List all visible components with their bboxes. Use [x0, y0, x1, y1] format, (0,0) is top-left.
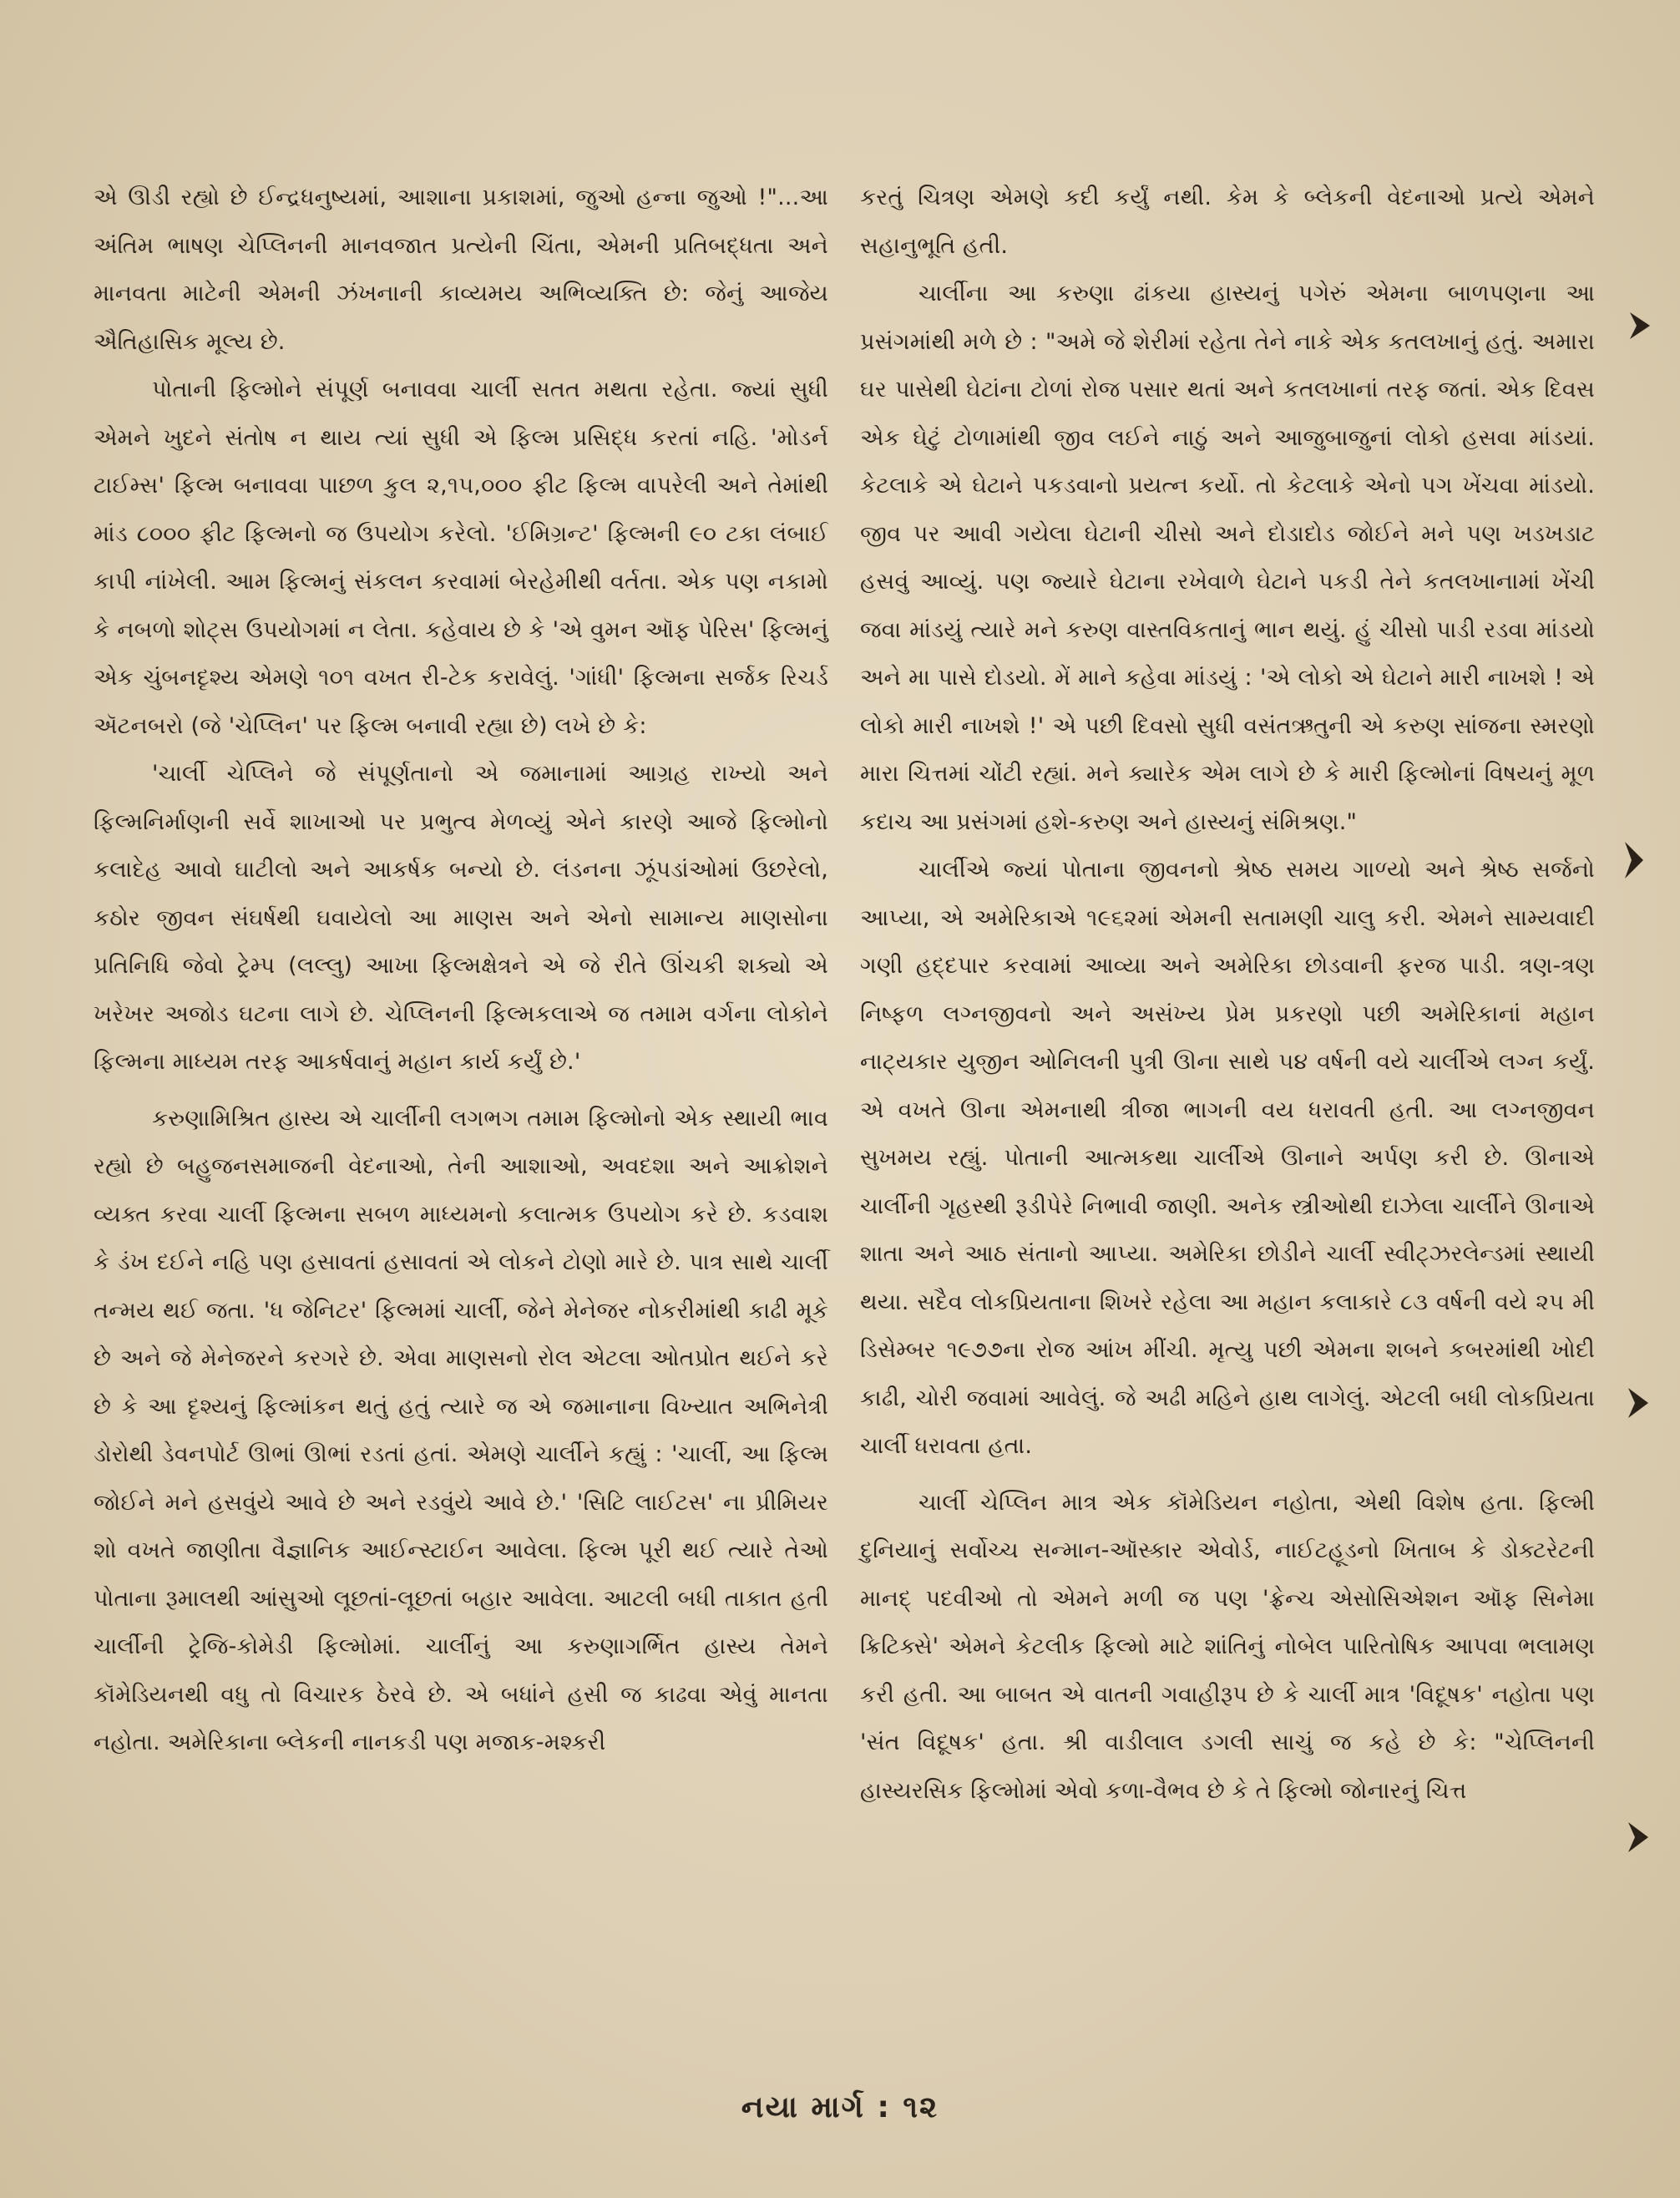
paragraph-perfectionism: પોતાની ફિલ્મોને સંપૂર્ણ બનાવવા ચાર્લી સતત મથતા રહેતા. જ્યાં સુધી એમને ખુદને સંતોષ ન થાય ત્યાં સુધી એ ફિલ્મ પ્રસિદ્ધ કરતાં નહિ. 'મોડર્ન ટાઈમ્સ' ફિલ્મ બનાવવા પાછળ કુલ ૨,૧૫,૦૦૦ ફીટ ફિલ્મ વાપરેલી અને તેમાંથી માંડ ૮૦૦૦ ફીટ ફિલ્મનો જ ઉપયોગ કરેલો. 'ઈમિગ્રન્ટ' ફિલ્મની ૯૦ ટકા લંબાઈ કાપી નાંખેલી. આમ ફિલ્મનું સંકલન કરવામાં બેરહેમીથી વર્તતા. એક પણ નકામો કે નબળો શોટ્સ ઉપયોગમાં ન લેતા. કહેવાય છે કે 'એ વુમન ઑફ પેરિસ' ફિલ્મનું એક ચુંબનદૃશ્ય એમણે ૧૦૧ વખત રી-ટેક કરાવેલું. 'ગાંધી' ફિલ્મના સર્જક રિચર્ડ ઍટનબરો (જે 'ચેપ્લિન' પર ફિલ્મ બનાવી રહ્યા છે) લખે છે કે: — [94, 377, 828, 739]
binding-hole-mark-icon — [1620, 835, 1645, 885]
binding-hole-mark-icon — [1627, 301, 1652, 351]
binding-hole-mark-icon — [1625, 1812, 1650, 1862]
paragraph-childhood-sheep: ચાર્લીના આ કરુણા ઢાંકયા હાસ્યનું પગેરું એમના બાળપણના આ પ્રસંગમાંથી મળે છે : "અમે જે શેરીમાં રહેતા તેને નાકે એક કતલખાનું હતું. અમારા ઘર પાસેથી ઘેટાંના ટોળાં રોજ પસાર થતાં અને કતલખાનાં તરફ જતાં. એક દિવસ એક ઘેટું ટોળામાંથી જીવ લઈને નાઠું અને આજુબાજુનાં લોકો હસવા માંડયાં. કેટલાકે એ ઘેટાને પકડવાનો પ્રયત્ન કર્યો. તો કેટલાકે એનો પગ ખેંચવા માંડયો. જીવ પર આવી ગયેલા ઘેટાની ચીસો અને દોડાદોડ જોઈને મને પણ ખડખડાટ હસવું આવ્યું. પણ જ્યારે ઘેટાના રખેવાળે ઘેટાને પકડી તેને કતલખાનામાં ખેંચી જવા માંડયું ત્યારે મને કરુણ વાસ્તવિકતાનું ભાન થયું. હું ચીસો પાડી રડવા માંડયો અને મા પાસે દોડયો. મેં માને કહેવા માંડયું : 'એ લોકો એ ઘેટાને મારી નાખશે ! એ લોકો મારી નાખશે !' એ પછી દિવસો સુધી વસંતઋતુની એ કરુણ સાંજના સ્મરણો મારા ચિત્તમાં ચોંટી રહ્યાં. મને ક્યારેક એમ લાગે છે કે મારી ફિલ્મોનાં વિષયનું મૂળ કદાચ આ પ્રસંગમાં હશે-કરુણ અને હાસ્યનું સંમિશ્રણ." — [860, 281, 1595, 835]
page-footer: નયા માર્ગ : ૧૨ — [741, 2090, 939, 2125]
paragraph-honours: ચાર્લી ચેપ્લિન માત્ર એક કૉમેડિયન નહોતા, એથી વિશેષ હતા. ફિલ્મી દુનિયાનું સર્વોચ્ચ સન્માન-ઑસ્કાર એવોર્ડ, નાઈટહૂડનો ખિતાબ કે ડોક્ટરેટની માનદ્ પદવીઓ તો એમને મળી જ પણ 'ફ્રેન્ચ એસોસિએશન ઑફ સિનેમા ક્રિટિક્સે' એમને કેટલીક ફિલ્મો માટે શાંતિનું નોબેલ પારિતોષિક આપવા ભલામણ કરી હતી. આ બાબત એ વાતની ગવાહીરૂપ છે કે ચાર્લી માત્ર 'વિદૂષક' નહોતા પણ 'સંત વિદૂષક' હતા. શ્રી વાડીલાલ ડગલી સાચું જ કહે છે કે: "ચેપ્લિનની હાસ્યરસિક ફિલ્મોમાં એવો કળા-વૈભવ છે કે તે ફિલ્મો જોનારનું ચિત્ત — [860, 1489, 1595, 1804]
right-column — [860, 174, 1595, 1815]
paragraph-speech-conclusion: એ ઊડી રહ્યો છે ઈન્દ્રધનુષ્યમાં, આશાના પ્રકાશમાં, જુઓ હન્ના જુઓ !"...આ અંતિમ ભાષણ ચેપ્લિનની માનવજાત પ્રત્યેની ચિંતા, એમની પ્રતિબદ્ધતા અને માનવતા માટેની એમની ઝંખનાની કાવ્યમય અભિવ્યક્તિ છે: જેનું આજેય ઐતિહાસિક મૂલ્ય છે. — [94, 185, 828, 355]
paragraph-america-oona: ચાર્લીએ જ્યાં પોતાના જીવનનો શ્રેષ્ઠ સમય ગાળ્યો અને શ્રેષ્ઠ સર્જનો આપ્યા, એ અમેરિકાએ ૧૯૬૨માં એમની સતામણી ચાલુ કરી. એમને સામ્યવાદી ગણી હદ્દપાર કરવામાં આવ્યા અને અમેરિકા છોડવાની ફરજ પાડી. ત્રણ-ત્રણ નિષ્ફળ લગ્નજીવનો અને અસંખ્ય પ્રેમ પ્રકરણો પછી અમેરિકાનાં મહાન નાટ્યકાર યુજીન ઓનિલની પુત્રી ઊના સાથે ૫૪ વર્ષની વયે ચાર્લીએ લગ્ન કર્યું. એ વખતે ઊના એમનાથી ત્રીજા ભાગની વય ધરાવતી હતી. આ લગ્નજીવન સુખમય રહ્યું. પોતાની આત્મકથા ચાર્લીએ ઊનાને અર્પણ કરી છે. ઊનાએ ચાર્લીની ગૃહસ્થી રૂડીપેરે નિભાવી જાણી. અનેક સ્ત્રીઓથી દાઝેલા ચાર્લીને ઊનાએ શાતા અને આઠ સંતાનો આપ્યા. અમેરિકા છોડીને ચાર્લી સ્વીટ્ઝરલેન્ડમાં સ્થાયી થયા. સદૈવ લોકપ્રિયતાના શિખરે રહેલા આ મહાન કલાકારે ૮૩ વર્ષની વયે ૨૫ મી ડિસેમ્બર ૧૯૭૭ના રોજ આંખ મીંચી. મૃત્યુ પછી એમના શબને કબરમાંથી ખોદી કાઢી, ચોરી જવામાં આવેલું. જે અઢી મહિને હાથ લાગેલું. એટલી બધી લોકપ્રિયતા ચાર્લી ધરાવતા હતા. — [860, 857, 1595, 1459]
paragraph-tragicomedy: કરુણામિશ્રિત હાસ્ય એ ચાર્લીની લગભગ તમામ ફિલ્મોનો એક સ્થાયી ભાવ રહ્યો છે બહુજનસમાજની વેદનાઓ, તેની આશાઓ, અવદશા અને આક્રોશને વ્યક્ત કરવા ચાર્લી ફિલ્મના સબળ માધ્યમનો કલાત્મક ઉપયોગ કરે છે. કડવાશ કે ડંખ દઈને નહિ પણ હસાવતાં હસાવતાં એ લોકને ટોણો મારે છે. પાત્ર સાથે ચાર્લી તન્મય થઈ જતા. 'ધ જેનિટર' ફિલ્મમાં ચાર્લી, જેને મેનેજર નોકરીમાંથી કાઢી મૂકે છે અને જે મેનેજરને કરગરે છે. એવા માણસનો રોલ એટલા ઓતપ્રોત થઈને કરે છે કે આ દૃશ્યનું ફિલ્માંકન થતું હતું ત્યારે જ એ જમાનાના વિખ્યાત અભિનેત્રી ડોરોથી ડેવનપોર્ટ ઊભાં ઊભાં રડતાં હતાં. એમણે ચાર્લીને કહ્યું : 'ચાર્લી, આ ફિલ્મ જોઈને મને હસવુંયે આવે છે અને રડવુંયે આવે છે.' 'સિટિ લાઈટસ' ના પ્રીમિયર શો વખતે જાણીતા વૈજ્ઞાનિક આઈન્સ્ટાઈન આવેલા. ફિલ્મ પૂરી થઈ ત્યારે તેઓ પોતાના રૂમાલથી આંસુઓ લૂછતાં-લૂછતાં બહાર આવેલા. આટલી બધી તાકાત હતી ચાર્લીની ટ્રેજિ-કોમેડી ફિલ્મોમાં. ચાર્લીનું આ કરુણાગર્ભિત હાસ્ય તેમને કૉમેડિયનથી વધુ તો વિચારક ઠેરવે છે. એ બધાંને હસી જ કાઢવા એવું માનતા નહોતા. અમેરિકાના બ્લેકની નાનકડી પણ મજાક-મશ્કરી — [94, 1105, 828, 1755]
left-column — [94, 174, 828, 1767]
paragraph-attenborough-quote: 'ચાર્લી ચેપ્લિને જે સંપૂર્ણતાનો એ જમાનામાં આગ્રહ રાખ્યો અને ફિલ્મનિર્માણની સર્વે શાખાઓ પર પ્રભુત્વ મેળવ્યું એને કારણે આજે ફિલ્મોનો કલાદેહ આવો ઘાટીલો અને આકર્ષક બન્યો છે. લંડનના ઝૂંપડાંઓમાં ઉછરેલો, કઠોર જીવન સંઘર્ષથી ઘવાયેલો આ માણસ અને એનો સામાન્ય માણસોના પ્રતિનિધિ જેવો ટ્રેમ્પ (લલ્લુ) આખા ફિલ્મક્ષેત્રને એ જે રીતે ઊંચકી શક્યો એ ખરેખર અજોડ ઘટના લાગે છે. ચેપ્લિનની ફિલ્મકલાએ જ તમામ વર્ગના લોકોને ફિલ્મના માધ્યમ તરફ આકર્ષવાનું મહાન કાર્ય કર્યું છે.' — [94, 761, 828, 1075]
paragraph-black-sympathy: કરતું ચિત્રણ એમણે કદી કર્યું નથી. કેમ કે બ્લેકની વેદનાઓ પ્રત્યે એમને સહાનુભૂતિ હતી. — [860, 185, 1595, 259]
binding-hole-mark-icon — [1625, 1378, 1650, 1428]
